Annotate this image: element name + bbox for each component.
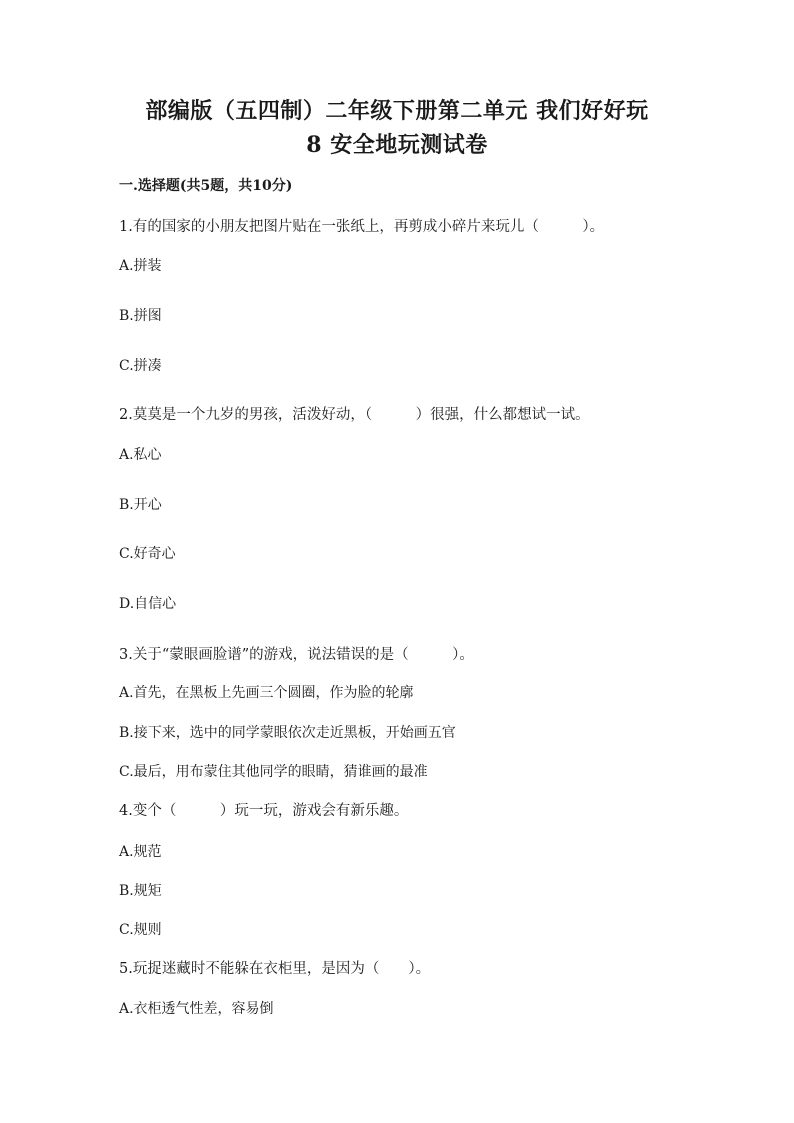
exam-title-line-1: 部编版（五四制）二年级下册第二单元 我们好好玩 (145, 98, 649, 124)
question-3-option-c: C.最后，用布蒙住其他同学的眼睛，猜谁画的最准 (119, 764, 428, 780)
question-5-option-a: A.衣柜透气性差，容易倒 (119, 1001, 274, 1017)
question-4-text: 4.变个（ ）玩一玩，游戏会有新乐趣。 (119, 803, 409, 819)
question-2-option-c: C.好奇心 (119, 546, 176, 562)
question-5-text: 5.玩捉迷藏时不能躲在衣柜里，是因为（ ）。 (119, 961, 431, 977)
question-1-text: 1.有的国家的小朋友把图片贴在一张纸上，再剪成小碎片来玩儿（ ）。 (119, 219, 605, 235)
question-4-option-a: A.规范 (119, 844, 162, 860)
question-1-option-b: B.拼图 (119, 308, 162, 324)
question-3-option-b: B.接下来，选中的同学蒙眼依次走近黑板，开始画五官 (119, 725, 456, 741)
question-2-option-b: B.开心 (119, 497, 162, 513)
question-2-text: 2.莫莫是一个九岁的男孩，活泼好动，（ ）很强，什么都想试一试。 (119, 407, 590, 423)
question-3-text: 3.关于“蒙眼画脸谱”的游戏，说法错误的是（ ）。 (119, 647, 474, 663)
question-4-option-c: C.规则 (119, 922, 162, 938)
question-2-option-a: A.私心 (119, 447, 162, 463)
question-4-option-b: B.规矩 (119, 883, 162, 899)
question-1-option-a: A.拼装 (119, 258, 162, 274)
exam-title-line-2: 8 安全地玩测试卷 (306, 132, 488, 158)
section-heading: 一.选择题(共5题，共10分) (119, 178, 293, 194)
question-1-option-c: C.拼凑 (119, 358, 162, 374)
question-2-option-d: D.自信心 (119, 596, 177, 612)
question-3-option-a: A.首先，在黑板上先画三个圆圈，作为脸的轮廓 (119, 685, 414, 701)
